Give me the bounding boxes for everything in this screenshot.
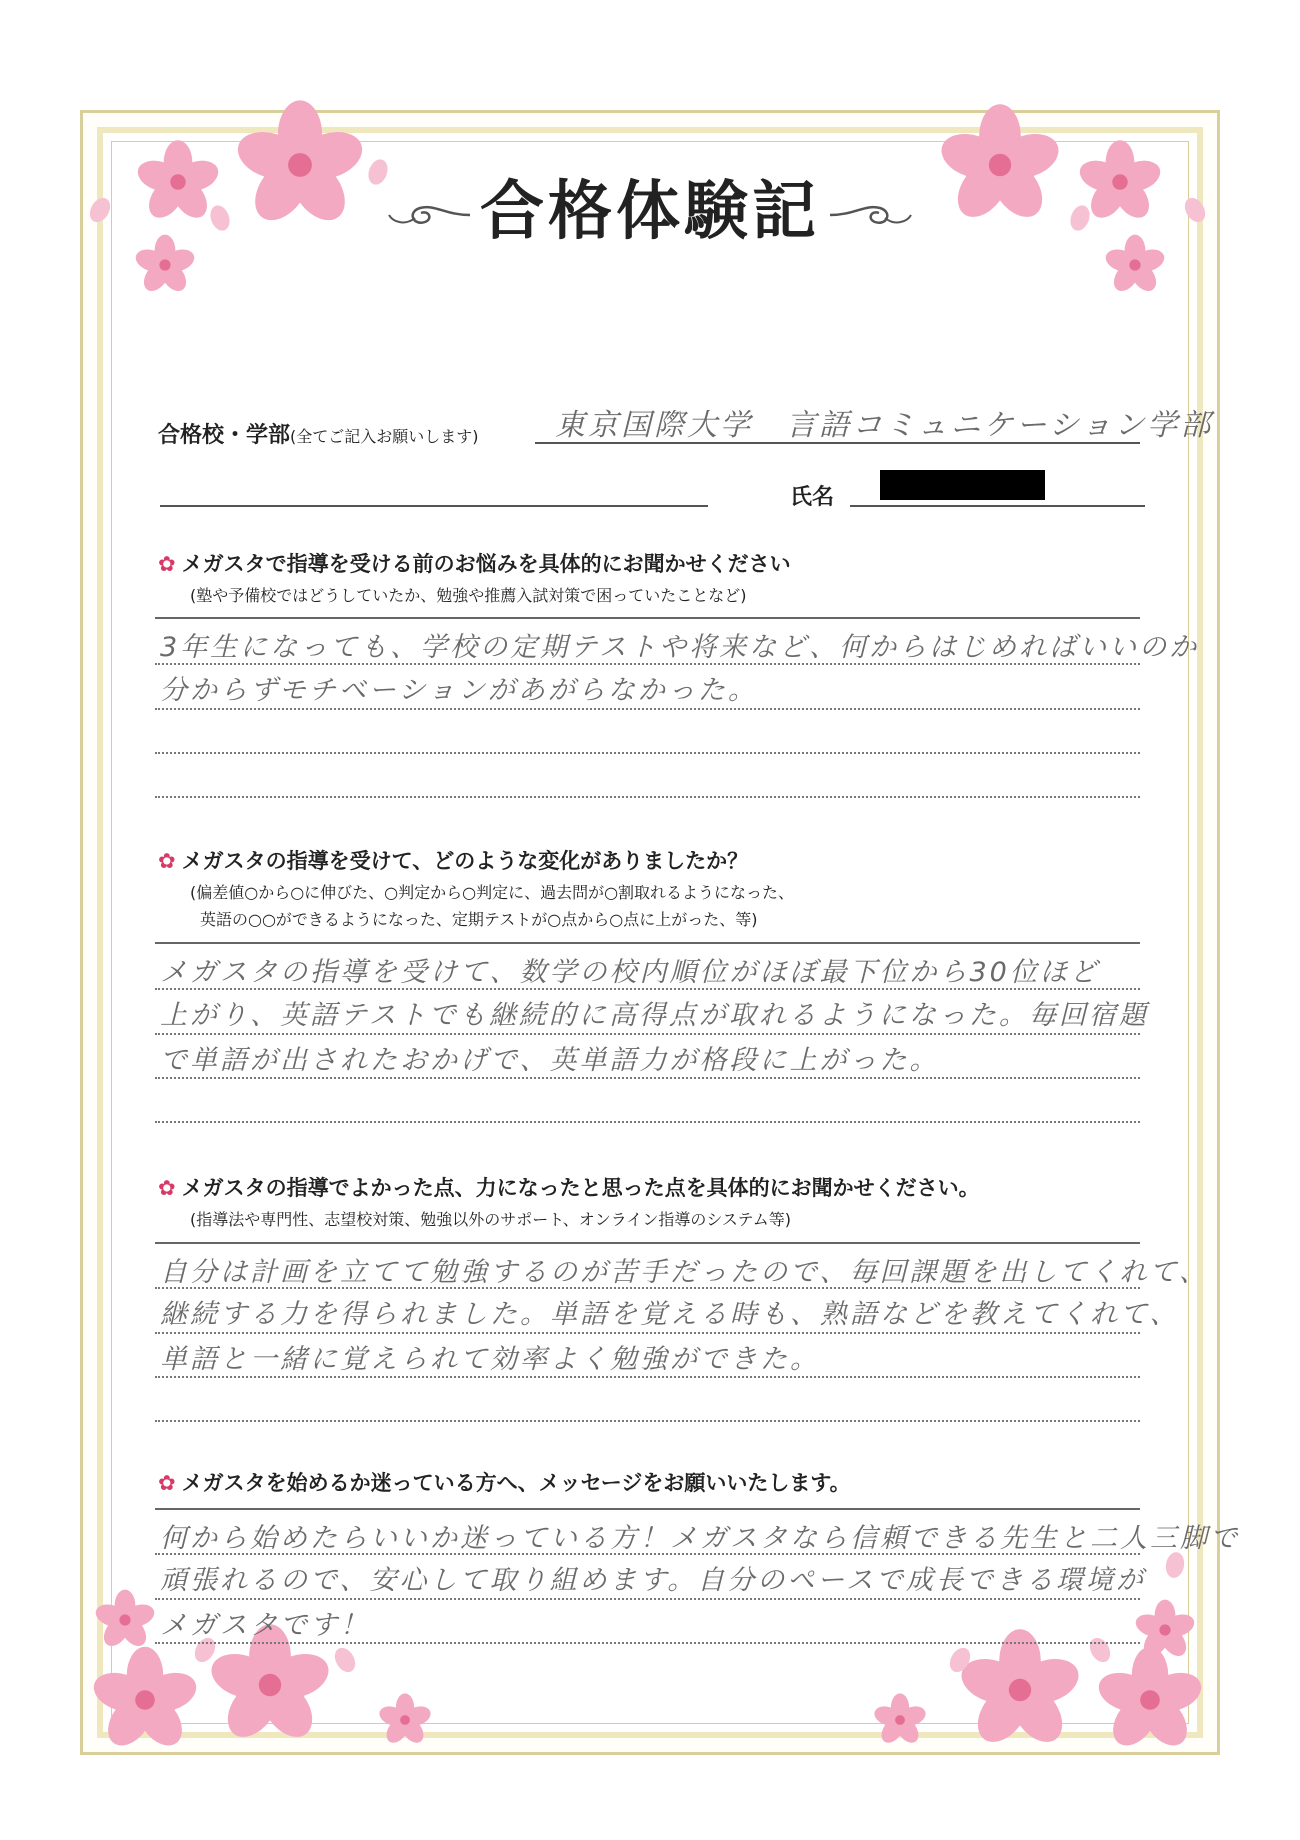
answer-line <box>155 617 1140 619</box>
answer-4-line-3: メガスタです！ <box>160 1610 370 1641</box>
answer-4-line-2: 頑張れるので、安心して取り組めます。自分のペースで成長できる環境が <box>160 1565 1146 1596</box>
answer-line <box>155 1287 1140 1289</box>
petal-icon <box>1086 1634 1115 1666</box>
answer-line <box>155 1420 1140 1422</box>
answer-line <box>155 1376 1140 1378</box>
answer-line <box>155 1242 1140 1244</box>
answer-line <box>155 1332 1140 1334</box>
school-note: (全てご記入お願いします) <box>290 427 479 446</box>
name-label: 氏名 <box>790 485 835 510</box>
question-3-text: メガスタの指導でよかった点、力になったと思った点を具体的にお聞かせください。 <box>181 1176 980 1200</box>
cherry-blossom-icon <box>89 1647 201 1754</box>
question-2-heading <box>158 845 748 875</box>
answer-line <box>155 663 1140 665</box>
answer-line <box>155 1553 1140 1555</box>
answer-2-line-1: メガスタの指導を受けて、数学の校内順位がほぼ最下位から30位ほど <box>160 957 1100 988</box>
answer-4-line-1: 何から始めたらいいか迷っている方！メガスタなら信頼できる先生と二人三脚で <box>160 1523 1240 1554</box>
answer-1-line-1: 3年生になっても、学校の定期テストや将来など、何からはじめればいいのか <box>160 632 1200 663</box>
flourish-ornament <box>825 200 915 230</box>
question-2-text: メガスタの指導を受けて、どのような変化がありましたか？ <box>181 849 749 873</box>
question-2-note-2: 英語の○○ができるようになった、定期テストが○点から○点に上がった、等) <box>200 910 758 929</box>
answer-1-line-2: 分からずモチベーションがあがらなかった。 <box>160 675 758 706</box>
question-1-heading <box>158 548 791 578</box>
question-3-heading <box>158 1172 980 1202</box>
school-line <box>535 442 1140 444</box>
cherry-blossom-icon <box>956 1629 1085 1751</box>
answer-3-line-2: 継続する力を得られました。単語を覚える時も、熟語などを教えてくれて、 <box>160 1299 1180 1330</box>
name-line <box>850 505 1145 507</box>
answer-line <box>155 1508 1140 1510</box>
answer-3-line-3: 単語と一緒に覚えられて効率よく勉強ができた。 <box>160 1344 820 1375</box>
petal-icon <box>331 1644 360 1676</box>
answer-line <box>155 942 1140 944</box>
answer-2-line-3: で単語が出されたおかげで、英単語力が格段に上がった。 <box>160 1045 940 1076</box>
school-label <box>158 418 479 449</box>
blossom-bullet-icon: ✿ <box>158 849 176 873</box>
blank-line <box>160 505 708 507</box>
cherry-blossom-icon <box>93 1590 157 1651</box>
page-title: 合格体験記 <box>480 174 820 249</box>
blossom-bullet-icon: ✿ <box>158 1176 176 1200</box>
school-label-text: 合格校・学部 <box>158 423 291 448</box>
answer-line <box>155 1033 1140 1035</box>
answer-line <box>155 752 1140 754</box>
school-value: 東京国際大学 言語コミュニケーション学部 <box>555 408 1214 443</box>
answer-line <box>155 1077 1140 1079</box>
answer-line <box>155 1121 1140 1123</box>
name-redaction <box>880 470 1045 500</box>
answer-2-line-2: 上がり、英語テストでも継続的に高得点が取れるようになった。毎回宿題 <box>160 1000 1149 1031</box>
question-4-heading <box>158 1467 851 1497</box>
answer-line <box>155 988 1140 990</box>
question-3-note: (指導法や専門性、志望校対策、勉強以外のサポート、オンライン指導のシステム等) <box>190 1210 791 1229</box>
cherry-blossom-icon <box>872 1693 928 1746</box>
cherry-blossom-icon <box>1094 1647 1206 1754</box>
answer-line <box>155 1598 1140 1600</box>
blossom-bullet-icon: ✿ <box>158 1471 176 1495</box>
blossom-bullet-icon: ✿ <box>158 552 176 576</box>
answer-line <box>155 708 1140 710</box>
question-2-note-1: (偏差値○から○に伸びた、○判定から○判定に、過去問が○割取れるようになった、 <box>190 883 795 902</box>
answer-line <box>155 1642 1140 1644</box>
answer-3-line-1: 自分は計画を立てて勉強するのが苦手だったので、毎回課題を出してくれて、 <box>160 1257 1209 1288</box>
question-1-text: メガスタで指導を受ける前のお悩みを具体的にお聞かせください <box>181 552 791 576</box>
question-1-note: (塾や予備校ではどうしていたか、勉強や推薦入試対策で困っていたことなど) <box>190 586 747 605</box>
cherry-blossom-icon <box>377 1693 433 1746</box>
question-4-text: メガスタを始めるか迷っている方へ、メッセージをお願いいたします。 <box>181 1471 851 1495</box>
answer-line <box>155 796 1140 798</box>
